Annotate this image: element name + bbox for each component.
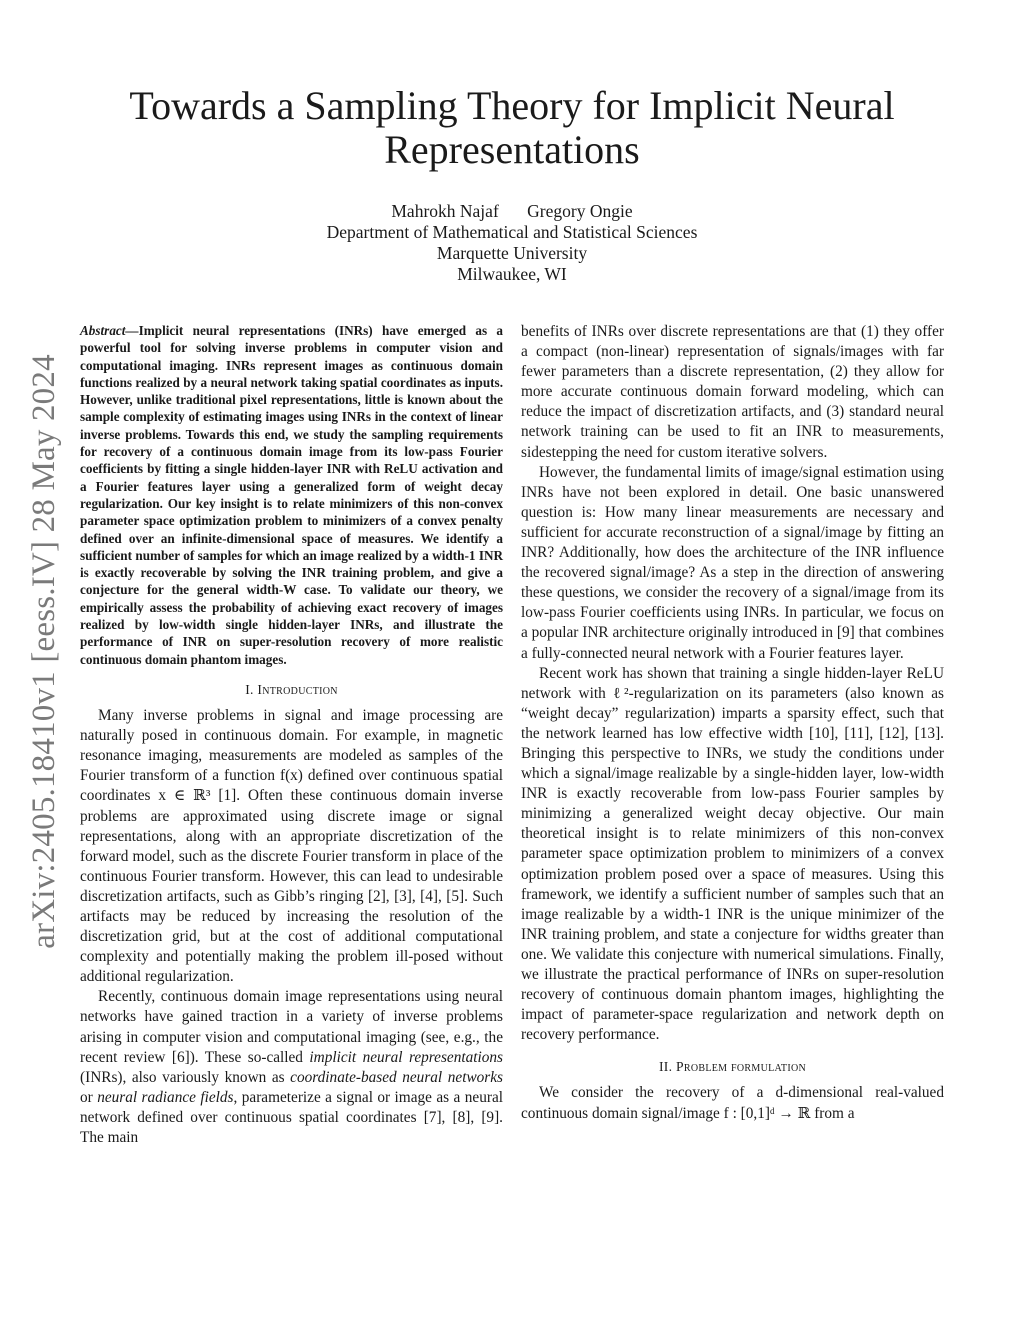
author-block	[100, 201, 924, 285]
right-column	[521, 322, 944, 1124]
intro-paragraph-3: benefits of INRs over discrete representations are that (1) they offer a compact (non-linear) representation of signals/images with far fewer parameters than a discrete representation, (2) they allow for more accurate continuous domain forward modeling, which can reduce the impact of discretization artifacts, and (3) standard neural network training can be used to fit an INR to measurements, sidestepping the need for custom iterative solvers.	[521, 323, 944, 461]
author-name: Gregory Ongie	[527, 201, 633, 221]
abstract-label: Abstract—	[80, 323, 139, 338]
problem-paragraph-1: We consider the recovery of a d-dimensional real-valued continuous domain signal/image f : [0,1]ᵈ → ℝ from a	[521, 1084, 944, 1122]
left-column	[80, 322, 503, 1148]
author-names	[100, 201, 924, 222]
author-location: Milwaukee, WI	[457, 264, 567, 284]
arxiv-identifier: arXiv:2405.18410v1 [eess.IV] 28 May 2024	[25, 353, 62, 949]
section-heading-problem-formulation: II. Problem formulation	[658, 1059, 807, 1075]
intro-paragraph-2: Recently, continuous domain image representations using neural networks have gained traction in a variety of inverse problems arising in computer vision and computational imaging (see, e.g., the recent review [6]). These so-called implicit neural representations (INRs), also variously known as coordinate-based neural networks or neural radiance fields, parameterize a signal or image as a neural network defined over continuous spatial coordinates [7], [8], [9]. The main	[80, 988, 503, 1146]
author-department: Department of Mathematical and Statistical Sciences	[326, 222, 698, 242]
paper-title: Towards a Sampling Theory for Implicit Neural Representations	[129, 83, 895, 172]
section-heading-introduction: I. Introduction	[245, 681, 338, 697]
abstract-text: Implicit neural representations (INRs) have emerged as a powerful tool for solving inverse problems in computer vision and computational imaging. INRs represent images as continuous domain functions realized by a neural network taking spatial coordinates as inputs. However, unlike traditional pixel representations, little is known about the sample complexity of estimating images using INRs in the context of linear inverse problems. Towards this end, we study the sampling requirements for recovery of a continuous domain image from its low-pass Fourier coefficients by fitting a single hidden-layer INR with ReLU activation and a Fourier features layer using a generalized form of weight decay regularization. Our key insight is to relate minimizers of this non-convex parameter space optimization problem to minimizers of a convex penalty defined over an infinite-dimensional space of measures. We identify a sufficient number of samples for which an image realized by a width-1 INR is exactly recoverable by solving the INR training problem, and give a conjecture for the general width-W case. To validate our theory, we empirically assess the probability of achieving exact recovery of images realized by low-width single hidden-layer INRs, and illustrate the performance of INR on super-resolution recovery of more realistic continuous domain phantom images.	[80, 323, 503, 667]
abstract	[80, 322, 503, 668]
arxiv-sidebar	[22, 343, 66, 959]
intro-paragraph-5: Recent work has shown that training a single hidden-layer ReLU network with ℓ²-regularization on its parameters (also known as “weight decay” regularization) imparts a sparsity effect, such that the network learned has low effective width [10], [11], [12], [13]. Bringing this perspective to INRs, we study the conditions under which a signal/image realizable by a single-hidden layer, low-width INR is exactly recoverable from low-pass Fourier samples by minimizing a generalized weight decay objective. Our main theoretical insight is to relate minimizers of this non-convex parameter space optimization problem to minimizers of a convex optimization problem posed over a space of measures. Using this framework, we identify a sufficient number of samples such that an image realizable by a width-1 INR is the unique minimizer of the INR training problem, and state a conjecture for widths greater than one. We validate this conjecture with numerical simulations. Finally, we illustrate the practical performance of INRs on super-resolution recovery of continuous domain phantom images, highlighting the impact of parameter-space regularization and network depth on recovery performance.	[521, 664, 944, 1044]
author-university: Marquette University	[436, 243, 588, 263]
intro-paragraph-4: However, the fundamental limits of image/signal estimation using INRs have not been explored in detail. One basic unanswered question is: How many linear measurements are necessary and sufficient for accurate reconstruction of a signal/image by fitting an INR? Additionally, how does the architecture of the INR influence the recovered signal/image? As a step in the direction of answering these questions, we consider the recovery of a signal/image from its low-pass Fourier coefficients using INRs. In particular, we focus on a popular INR architecture originally introduced in [9] that combines a fully-connected neural network with a Fourier features layer.	[521, 463, 944, 662]
intro-paragraph-1: Many inverse problems in signal and image processing are naturally posed in continuous domain. For example, in magnetic resonance imaging, measurements are modeled as samples of the Fourier transform of a function f(x) defined over continuous spatial coordinates x ∈ ℝ³ [1]. Often these continuous domain inverse problems are approximated using discrete image or signal representations, along with an appropriate discretization of the forward model, such as the discrete Fourier transform in place of the continuous Fourier transform. However, this can lead to undesirable discretization artifacts, such as Gibb’s ringing [2], [3], [4], [5]. Such artifacts may be reduced by increasing the resolution of the discretization grid, but at the cost of additional computational complexity and potentially making the problem ill-posed without additional regularization.	[80, 707, 503, 986]
author-name: Mahrokh Najaf	[391, 201, 499, 221]
